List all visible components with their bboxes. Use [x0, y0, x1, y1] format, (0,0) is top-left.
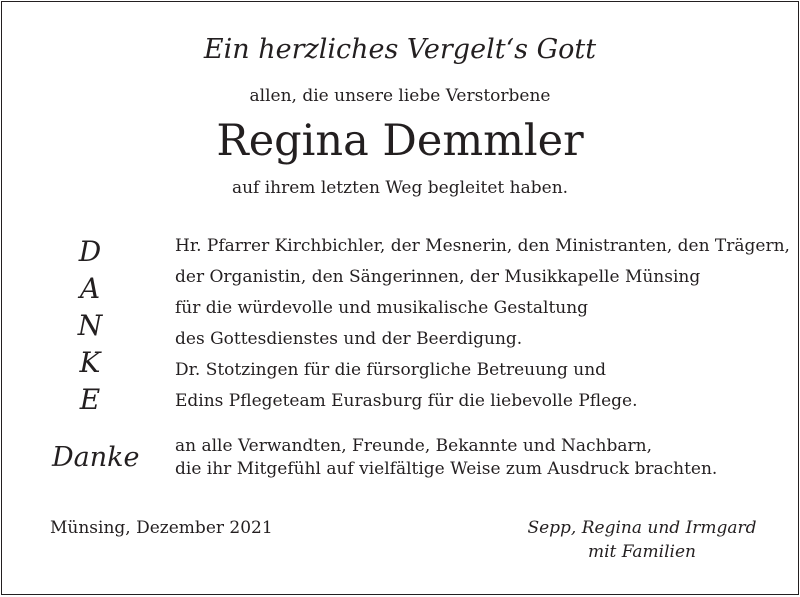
thanks-line-6: Edins Pflegeteam Eurasburg für die liebevolle Pflege. [175, 391, 638, 411]
signature-line-2: mit Familien [587, 542, 696, 562]
thanks-line-2: der Organistin, den Sängerinnen, der Musikkapelle Münsing [175, 267, 701, 287]
thanks-line-1: Hr. Pfarrer Kirchbichler, der Mesnerin, den Ministranten, den Trägern, [175, 236, 790, 256]
thanks-line-4: des Gottesdienstes und der Beerdigung. [175, 329, 523, 349]
signature-line-1: Sepp, Regina und Irmgard [527, 518, 757, 538]
obituary-card [1, 1, 799, 595]
danke-letter-n: N [77, 309, 103, 342]
deceased-name: Regina Demmler [216, 116, 584, 166]
relatives-line-2: die ihr Mitgefühl auf vielfältige Weise zum Ausdruck brachten. [175, 459, 718, 479]
thanks-line-5: Dr. Stotzingen für die fürsorgliche Betreuung und [175, 360, 607, 380]
relatives-line-1: an alle Verwandten, Freunde, Bekannte und Nachbarn, [175, 436, 653, 456]
thanks-line-3: für die würdevolle und musikalische Gestaltung [175, 298, 589, 318]
danke-letter-k: K [79, 346, 101, 379]
outro-text: auf ihrem letzten Weg begleitet haben. [231, 178, 569, 198]
danke-word: Danke [52, 442, 140, 473]
danke-letter-e: E [79, 383, 101, 416]
heading: Ein herzliches Vergelt‘s Gott [203, 34, 597, 65]
danke-letter-d: D [78, 235, 102, 268]
danke-letter-a: A [79, 272, 101, 305]
place-date: Münsing, Dezember 2021 [50, 518, 273, 538]
intro-text: allen, die unsere liebe Verstorbene [249, 86, 551, 106]
